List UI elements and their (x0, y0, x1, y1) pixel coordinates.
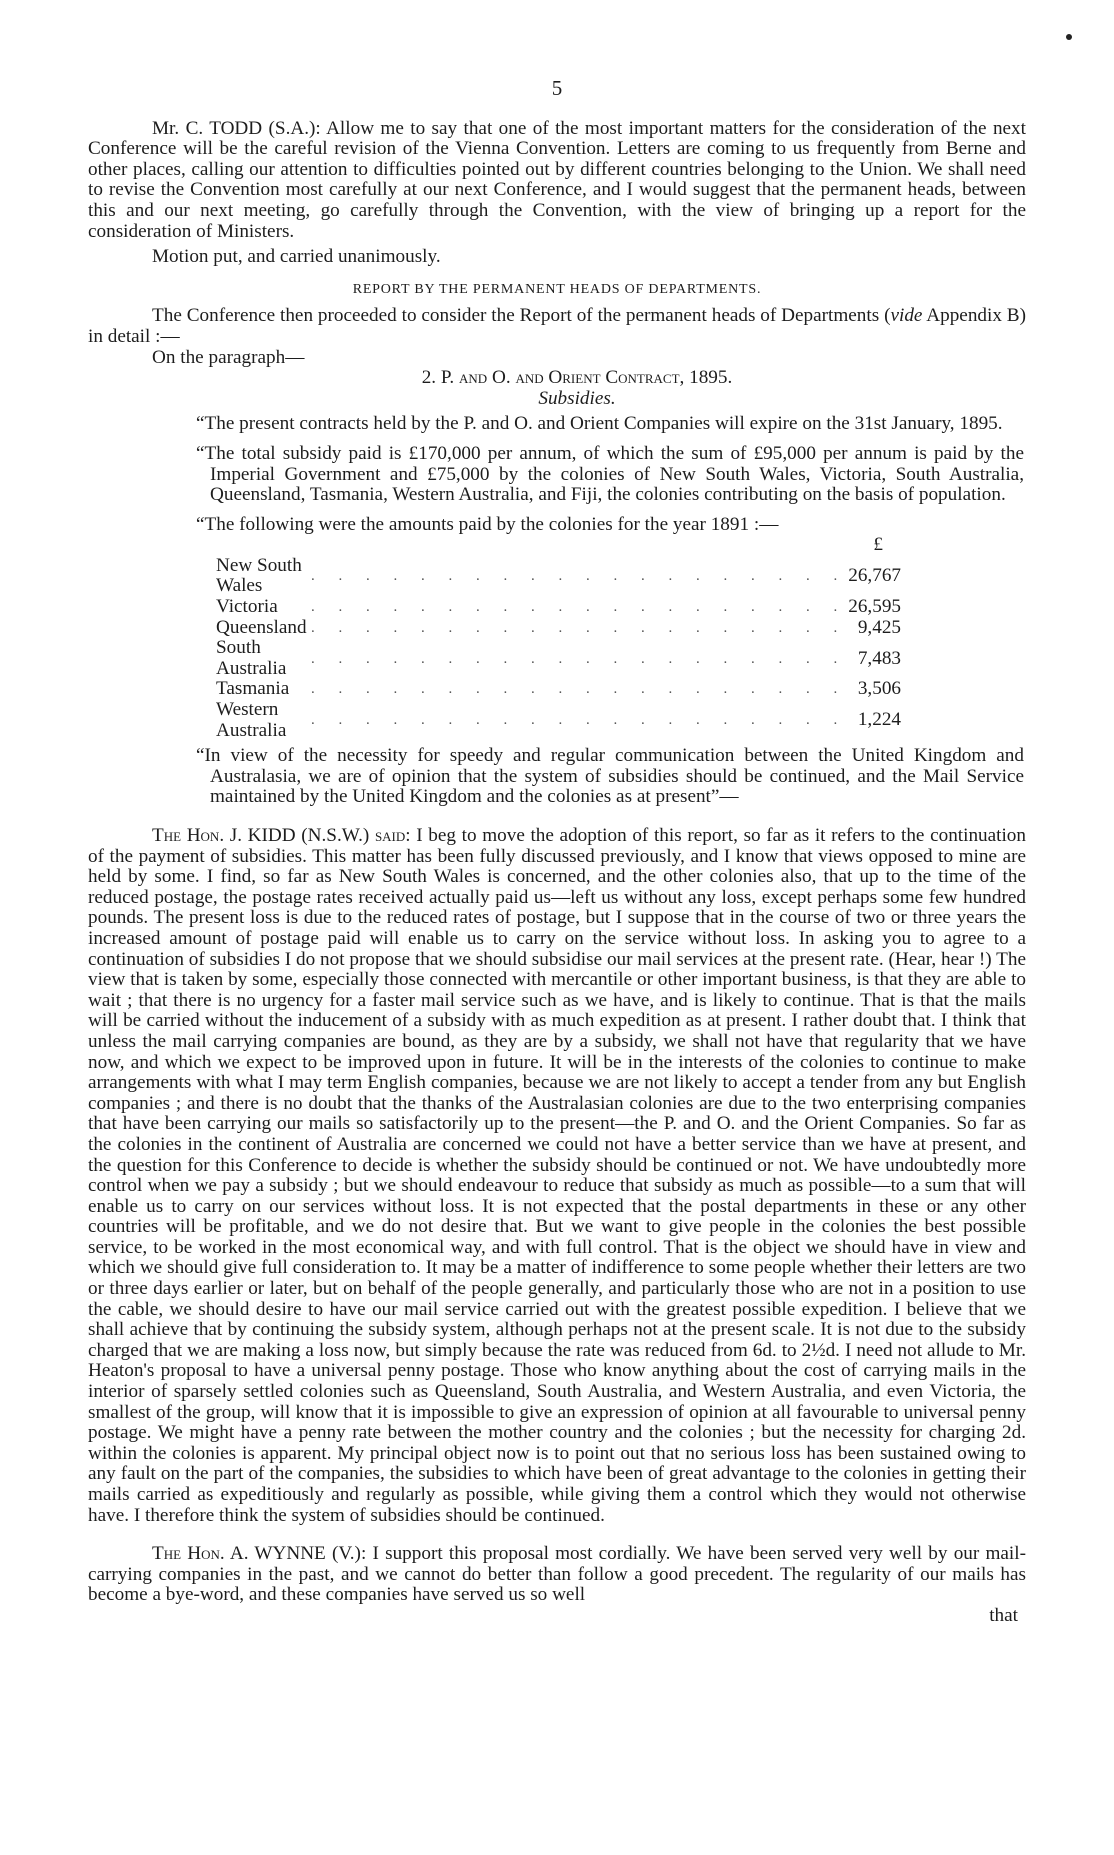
quote-amounts-intro: “The following were the amounts paid by the colonies for the year 1891 :— (196, 513, 779, 535)
colony-name: Western Australia (216, 699, 287, 741)
section-subtitle: Subsidies. (538, 387, 616, 409)
leader-dots: . . . . . . . . . . . . . . . . . . . . (310, 650, 848, 667)
document-page (88, 78, 1026, 1627)
colony-amount: 1,224 (857, 709, 901, 731)
page-number: 5 (551, 76, 563, 100)
colony-amounts-table (216, 535, 901, 741)
colony-name: Queensland (216, 616, 307, 638)
colony-amount: 3,506 (857, 678, 901, 700)
colony-amount: 9,425 (857, 616, 901, 638)
todd-text: Allow me to say that one of the most important matters for the consideration of the next Conference will be the careful revision of the Vienna Convention. Letters are coming to us frequently from Berne and other places, calling our attention to difficulties pointed out by different countries belonging to the Union. We shall need to revise the Convention most carefully at our next Conference, and I would suggest that the permanent heads, between this and our next meeting, go carefully through the Convention, with the view of bringing up a report for the consideration of Ministers. (88, 117, 1026, 242)
on-paragraph-line: On the paragraph— (152, 346, 305, 368)
proceeded-after: Appendix B) in detail :— (88, 305, 1026, 347)
catchword: that (989, 1604, 1018, 1626)
proceeded-before: The Conference then proceeded to consider the Report of the permanent heads of Departments ( (152, 305, 891, 327)
kidd-paragraph (88, 826, 1026, 1526)
currency-row (216, 535, 901, 556)
leader-dots: . . . . . . . . . . . . . . . . . . . . (310, 712, 848, 729)
currency-symbol: £ (873, 534, 883, 556)
colony-amount: 26,767 (848, 565, 901, 587)
section-title: 2. P. and O. and Orient Contract, 1895. (421, 367, 733, 389)
table-row (216, 700, 901, 741)
todd-paragraph (88, 119, 1026, 243)
colony-amount: 26,595 (848, 596, 901, 618)
colony-name: New South Wales (216, 554, 302, 597)
quote-subsidy: “The total subsidy paid is £170,000 per annum, of which the sum of £95,000 per annum is paid by the Imperial Government and £75,000 by the colonies of New South Wales, Victoria, South Australia, Queensland, Tasmania, Western Australia, and Fiji, the colonies contributing on the basis of population. (196, 442, 1024, 506)
wynne-speaker: The Hon. A. WYNNE (V.): (152, 1543, 367, 1565)
kidd-speaker: The Hon. J. KIDD (N.S.W.) said: (152, 825, 411, 846)
leader-dots: . . . . . . . . . . . . . . . . . . . . (310, 681, 848, 698)
leader-dots: . . . . . . . . . . . . . . . . . . . . (310, 599, 848, 616)
colony-name: Victoria (216, 596, 278, 618)
kidd-text: I beg to move the adoption of this report, so far as it refers to the continuation of the payment of subsidies. This matter has been fully discussed previously, and I know that views opposed to mine are held by some. I find, so far as New South Wales is concerned, and the other colonies also, that up to the time of the reduced postage, the postage rates received actually paid us—left us without any loss, except perhaps some few hundred pounds. The present loss is due to the reduced rates of postage, but I suppose that in the course of two or three years the increased amount of postage paid will enable us to carry on the service without loss. In asking you to agree to a continuation of subsidies I do not propose that we should subsidise our mail services at the present rate. (Hear, hear !) The view that is taken by some, especially those connected with mercantile or other important business, is that they are able to wait ; that there is no urgency for a faster mail service such as we have, and is likely to continue. That is that the mails will be carried without the inducement of a subsidy with as much expedition as at present. I rather doubt that. I think that unless the mail carrying companies are bound, as they are by a subsidy, we shall not have that regularity that we have now, and which we expect to be improved upon in future. It will be in the interests of the colonies to continue to make arrangements with what I may term English companies, because we are not likely to accept a tender from any but English companies ; and there is no doubt that the thanks of the Australasian colonies are due to the two enterprising companies that have been carrying our mails so satisfactorily up to the present—the P. and O. and the Orient Companies. So far as the colonies in the continent of Australia are concerned we could not have a better service than we have at present, and the question for this Conference to decide is whether the subsidy should be continued or not. We have undoubtedly more control when we pay a subsidy ; but we should endeavour to reduce that subsidy as much as possible—to a sum that will enable us to carry on our services without loss. It is not expected that the postal departments in these or any other countries will be profitable, and we do not desire that. But we want to give people in the colonies the best possible service, to be worked in the most economical way, and with full control. That is the object we should have in view and which we should give full consideration to. It may be a matter of indifference to some people whether their letters are two or three days earlier or later, but on behalf of the people generally, and particularly those who are not in a position to use the cable, we should desire to have our mail service carried out with the greatest possible expedition. I believe that we shall achieve that by continuing the subsidy system, although perhaps not at the present scale. It is not due to the subsidy charged that we are making a loss now, but simply because the rate was reduced from 6d. to 2½d. I need not allude to Mr. Heaton's proposal to have a universal penny postage. Those who know anything about the cost of carrying mails in the interior of sparsely settled colonies such as Queensland, South Australia, and Western Australia, and even Victoria, the smallest of the group, will know that it is impossible to give an expression of opinion at all favourable to universal penny postage. We might have a penny rate between the mother country and the colonies ; but the necessity for charging 2d. within the colonies is apparent. My principal object now is to point out that no serious loss has been sustained owing to any fault on the part of the companies, the subsidies to which have been of great advantage to the colonies in getting their mails carried as expeditiously and regularly as possible, while giving them a control which they would not otherwise have. I therefore think the system of subsidies should be continued. (88, 825, 1026, 1526)
table-row (216, 638, 901, 679)
table-row (216, 597, 901, 618)
leader-dots: . . . . . . . . . . . . . . . . . . . . (310, 619, 848, 636)
colony-amount: 7,483 (857, 647, 901, 669)
colony-name: South Australia (216, 637, 287, 679)
table-row (216, 679, 901, 700)
table-row (216, 556, 901, 597)
todd-speaker: Mr. C. TODD (S.A.): (152, 117, 321, 139)
leader-dots: . . . . . . . . . . . . . . . . . . . . (310, 568, 848, 585)
table-row (216, 618, 901, 639)
quote-recommendation: “In view of the necessity for speedy and regular communication between the United Kingdom and Australasia, we are of opinion that the system of subsidies should be continued, and the Mail Service maintained by the United Kingdom and the colonies as at present”— (196, 745, 1024, 808)
proceeded-paragraph (88, 306, 1026, 347)
colony-name: Tasmania (216, 678, 290, 700)
wynne-paragraph (88, 1544, 1026, 1606)
report-heading: REPORT BY THE PERMANENT HEADS OF DEPARTMENTS. (352, 281, 762, 297)
vide-word: vide (890, 305, 923, 327)
quote-contracts: “The present contracts held by the P. and O. and Orient Companies will expire on the 31st January, 1895. (196, 413, 1003, 435)
ink-dot (1066, 34, 1072, 40)
wynne-text: I support this proposal most cordially. We have been served very well by our mail-carrying companies in the past, and we cannot do better than follow a good precedent. The regularity of our mails has become a bye-word, and these companies have served us so well (88, 1543, 1026, 1606)
motion-line: Motion put, and carried unanimously. (152, 246, 441, 268)
